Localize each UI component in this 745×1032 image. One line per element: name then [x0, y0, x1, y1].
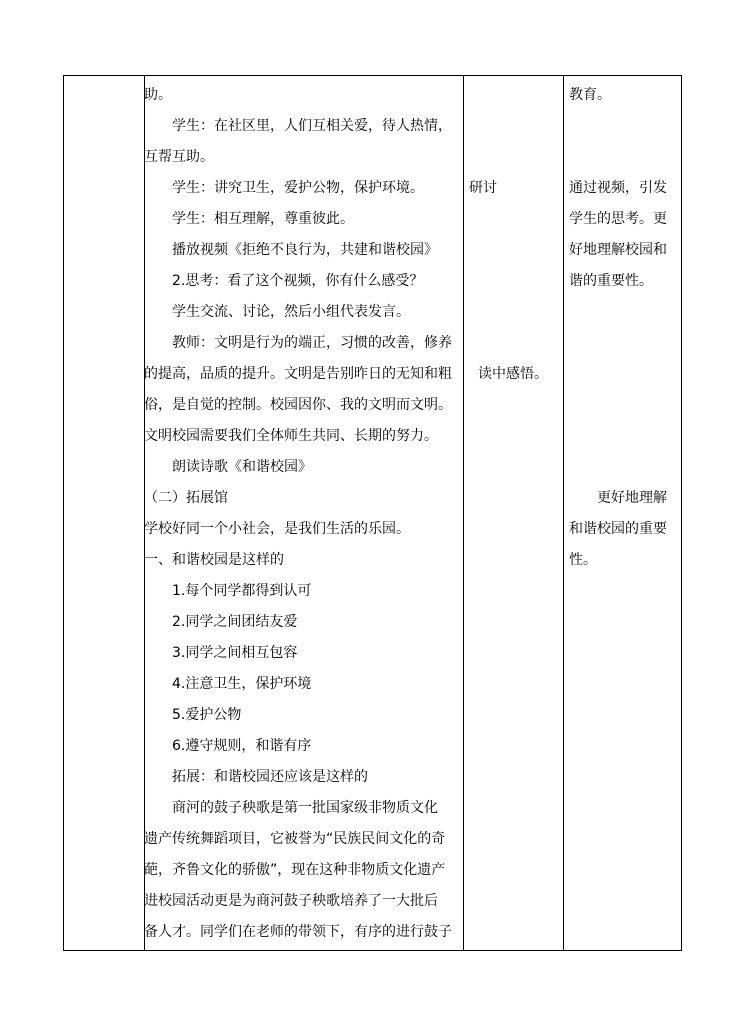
text-line: 拓展：和谐校园还应该是这样的	[144, 769, 368, 785]
intent-line: 通过视频，引发	[569, 180, 667, 196]
intent-line: 好地理解校园和	[569, 242, 667, 258]
text-line: 2.思考：看了这个视频，你有什么感受？	[144, 273, 424, 289]
text-line: 互帮互助。	[144, 149, 214, 165]
text-line: 葩，齐鲁文化的骄傲”，现在这种非物质文化遗产	[144, 862, 446, 878]
text-line: 俗，是自觉的控制。校园因你、我的文明而文明。	[144, 397, 452, 413]
intent-line: 更好地理解	[569, 490, 667, 506]
intent-line: 学生的思考。更	[569, 211, 667, 227]
text-line: 3.同学之间相互包容	[144, 645, 298, 661]
intent-line: 性。	[569, 552, 597, 568]
column-divider	[563, 76, 564, 950]
text-line: 2.同学之间团结友爱	[144, 614, 298, 630]
intent-line: 和谐校园的重要	[569, 521, 667, 537]
text-line: 1.每个同学都得到认可	[144, 583, 312, 599]
text-line: 学生：在社区里，人们互相关爱，待人热情，	[144, 118, 452, 134]
text-line: 进校园活动更是为商河鼓子秧歌培养了一大批后	[144, 893, 438, 909]
text-line: （二）拓展馆	[144, 490, 228, 506]
activity-discussion: 研讨	[469, 180, 497, 196]
text-line: 5.爱护公物	[144, 707, 242, 723]
text-line: 4.注意卫生，保护环境	[144, 676, 312, 692]
text-line: 播放视频《拒绝不良行为，共建和谐校园》	[144, 242, 438, 258]
text-line: 助。	[144, 87, 172, 103]
lesson-plan-table	[63, 75, 682, 951]
text-line: 一、和谐校园是这样的	[144, 552, 284, 568]
text-line: 学生：讲究卫生，爱护公物，保护环境。	[144, 180, 424, 196]
text-line: 的提高，品质的提升。文明是告别昨日的无知和粗	[144, 366, 452, 382]
text-line: 文明校园需要我们全体师生共同、长期的努力。	[144, 428, 438, 444]
text-line: 6.遵守规则，和谐有序	[144, 738, 312, 754]
text-line: 商河的鼓子秧歌是第一批国家级非物质文化	[144, 800, 438, 816]
intent-line: 谐的重要性。	[569, 273, 653, 289]
text-line: 学生：相互理解，尊重彼此。	[144, 211, 354, 227]
text-line: 遗产传统舞蹈项目，它被誉为“民族民间文化的奇	[144, 831, 446, 847]
text-line: 学校好同一个小社会，是我们生活的乐园。	[144, 521, 410, 537]
text-line: 教师：文明是行为的端正，习惯的改善，修养	[144, 335, 452, 351]
activity-reading-insight: 读中感悟。	[478, 366, 548, 382]
text-line: 学生交流、讨论，然后小组代表发言。	[144, 304, 410, 320]
intent-line: 教育。	[569, 87, 611, 103]
text-line: 备人才。同学们在老师的带领下，有序的进行鼓子	[144, 924, 452, 940]
column-divider	[463, 76, 464, 950]
text-line: 朗读诗歌《和谐校园》	[144, 459, 312, 475]
